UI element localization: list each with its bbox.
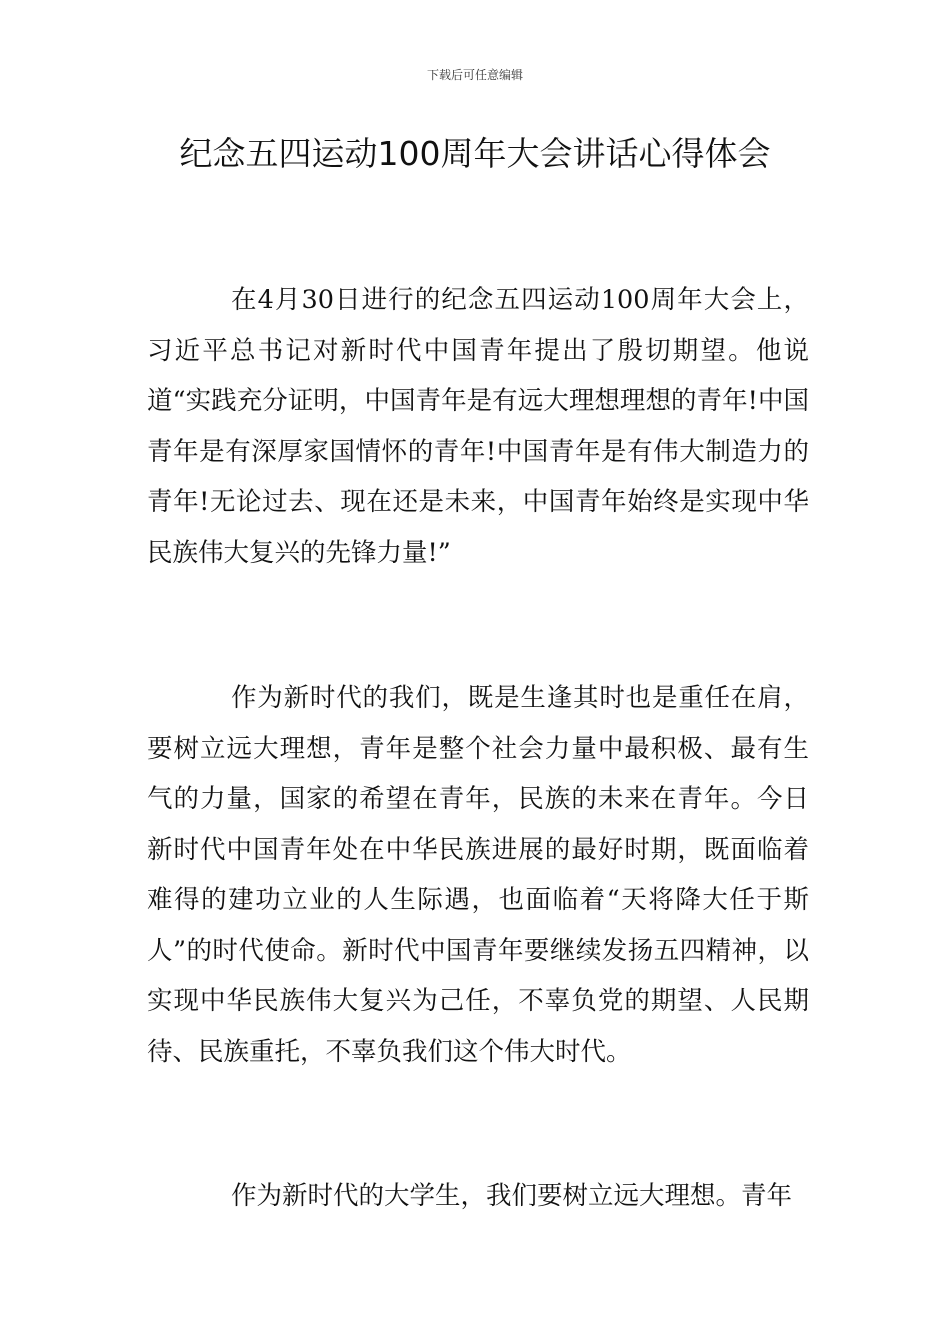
paragraph-3: 作为新时代的大学生，我们要树立远大理想。青年: [231, 1181, 793, 1211]
paragraph-1: 在4月30日进行的纪念五四运动100周年大会上，习近平总书记对新时代中国青年提出了殷切期望。他说道“实践充分证明，中国青年是有远大理想理想的青年!中国青年是有深厚家国情怀的青年!中国青年是有伟大制造力的青年!无论过去、现在还是未来，中国青年始终是实现中华民族伟大复兴的先锋力量!”: [147, 285, 809, 568]
document-title: 纪念五四运动100周年大会讲话心得体会: [179, 134, 771, 173]
header-note: 下载后可任意编辑: [426, 68, 523, 82]
paragraph-2: 作为新时代的我们，既是生逢其时也是重任在肩，要树立远大理想，青年是整个社会力量中最积极、最有生气的力量，国家的希望在青年，民族的未来在青年。今日新时代中国青年处在中华民族进展的最好时期，既面临着难得的建功立业的人生际遇，也面临着“天将降大任于斯人”的时代使命。新时代中国青年要继续发扬五四精神，以实现中华民族伟大复兴为己任，不辜负党的期望、人民期待、民族重托，不辜负我们这个伟大时代。: [147, 683, 809, 1067]
